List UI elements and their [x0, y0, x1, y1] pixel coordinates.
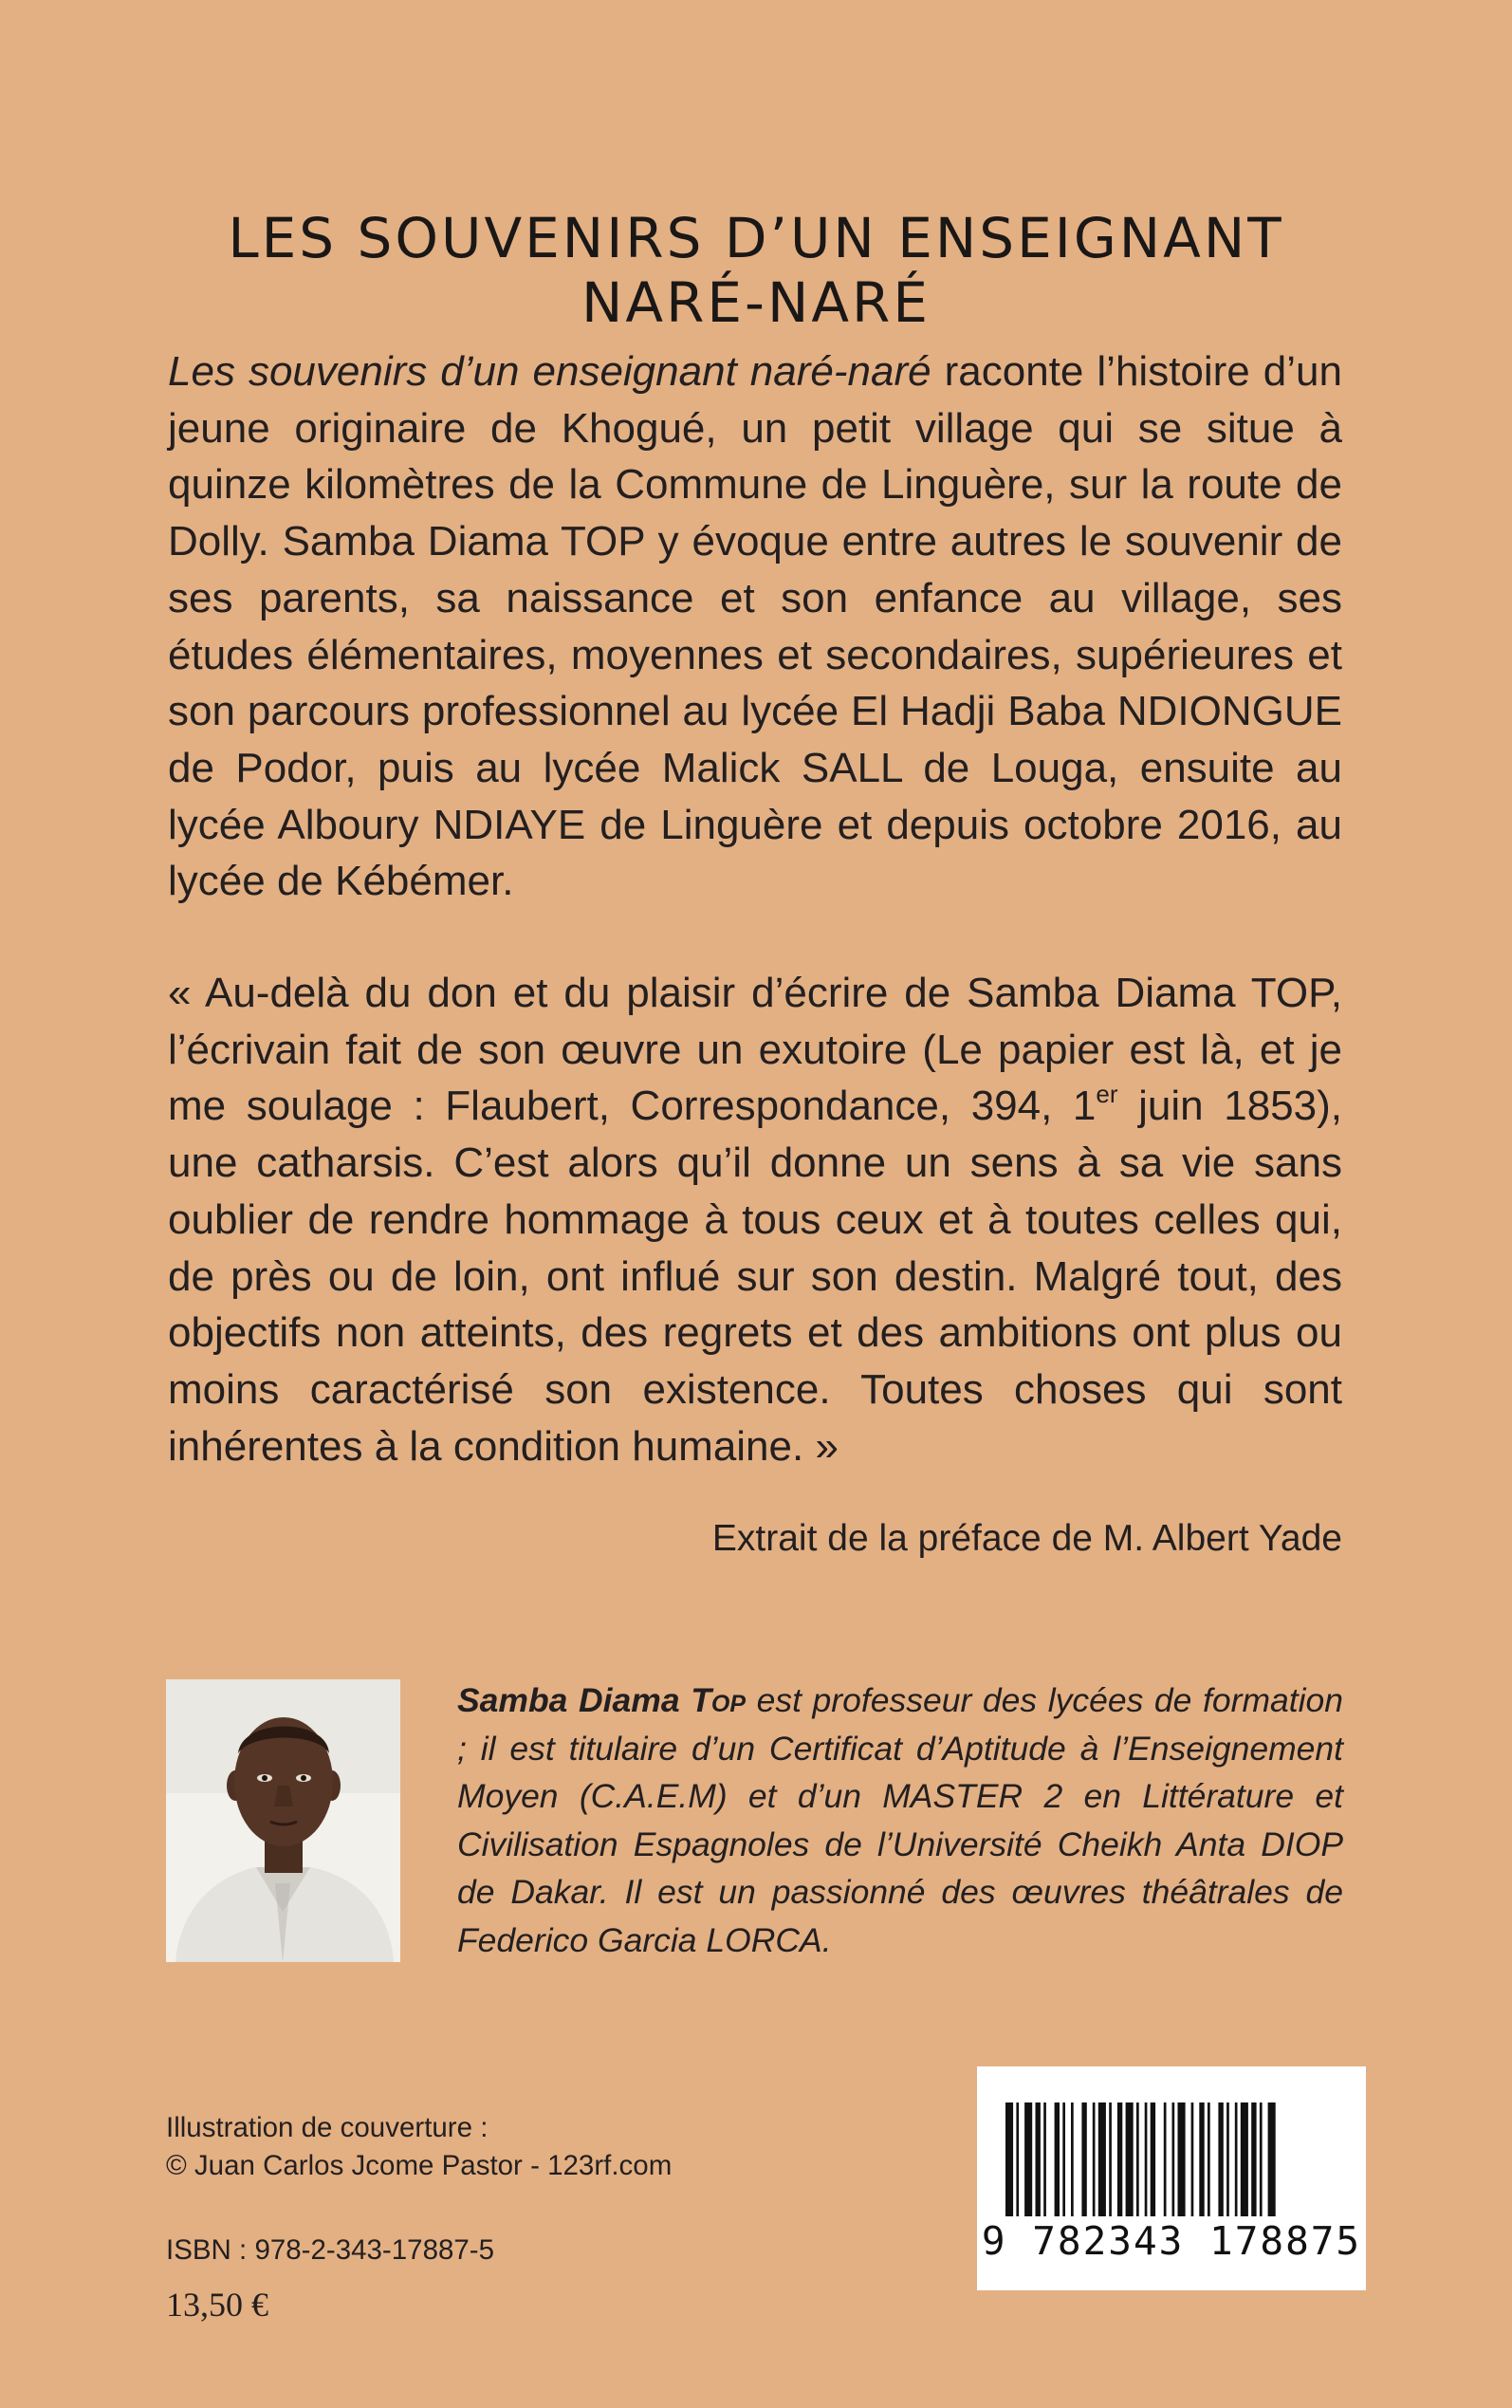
- summary-text: raconte l’histoire d’un jeune originaire de Khogué, un petit village qui se situe à quinze kilomètres de la Commune de Linguère, sur la route de Dolly. Samba Diama TOP y évoque entre autres le souvenir de ses parents, sa naissance et son enfance au village, ses études élémentaires, moyennes et secondaires, supérieures et son parcours professionnel au lycée El Hadji Baba NDIONGUE de Podor, puis au lycée Malick SALL de Louga, ensuite au lycée Alboury NDIAYE de Linguère et depuis octobre 2016, au lycée de Kébémer.: [168, 348, 1342, 905]
- barcode: [977, 2066, 1366, 2290]
- barcode-bar: [1043, 2102, 1046, 2216]
- barcode-bar: [1055, 2102, 1060, 2216]
- summary-book-title: Les souvenirs d’un enseignant naré-naré: [168, 348, 931, 395]
- barcode-bar: [1136, 2102, 1139, 2216]
- barcode-bar: [1093, 2102, 1096, 2216]
- barcode-bar: [1241, 2102, 1248, 2216]
- barcode-bar: [1117, 2102, 1122, 2216]
- barcode-bar: [1024, 2102, 1032, 2216]
- barcode-bar: [1126, 2102, 1134, 2216]
- barcode-bar: [1098, 2102, 1106, 2216]
- quote-superscript: er: [1096, 1080, 1118, 1109]
- barcode-bar: [1071, 2102, 1074, 2216]
- price: 13,50 €: [166, 2286, 268, 2324]
- barcode-bar: [1062, 2102, 1065, 2216]
- barcode-digits: 9 782343 178875: [981, 2218, 1362, 2264]
- barcode-bar: [1178, 2102, 1186, 2216]
- barcode-bar: [1151, 2102, 1155, 2216]
- author-bio-text: est professeur des lycées de formation ; il est titulaire d’un Certificat d’Aptitude à l’Enseignement Moyen (C.A.E.M) et d’un MASTER 2 en Littérature et Civilisation Espagnoles de l’Université Cheikh Anta DIOP de Dakar. Il est un passionné des œuvres théâtrales de Federico Garcia LORCA.: [457, 1681, 1343, 1959]
- barcode-bar: [1208, 2102, 1210, 2216]
- barcode-bar: [1145, 2102, 1148, 2216]
- barcode-bar: [1191, 2102, 1194, 2216]
- book-title: LES SOUVENIRS D’UN ENSEIGNANT NARÉ-NARÉ: [228, 205, 1284, 335]
- summary-paragraph: [168, 343, 1342, 910]
- cover-credits: [166, 2109, 672, 2185]
- author-bio: [457, 1676, 1343, 1964]
- isbn: ISBN : 978-2-343-17887-5: [166, 2234, 495, 2266]
- preface-quote: [168, 965, 1342, 1474]
- barcode-bar: [1268, 2102, 1276, 2216]
- barcode-bar: [1199, 2102, 1204, 2216]
- author-photo: [166, 1679, 400, 1962]
- barcode-bar: [1081, 2102, 1086, 2216]
- barcode-bar: [1218, 2102, 1223, 2216]
- barcode-bar: [1164, 2102, 1167, 2216]
- quote-attribution: Extrait de la préface de M. Albert Yade: [711, 1518, 1342, 1559]
- credits-label: Illustration de couverture :: [166, 2112, 489, 2143]
- barcode-bar: [1172, 2102, 1175, 2216]
- barcode-bar: [1260, 2102, 1263, 2216]
- quote-part-2: juin 1853), une catharsis. C’est alors qu’il donne un sens à sa vie sans oublier de rendre hommage à tous ceux et à toutes celles qui, de près ou de loin, ont influé sur son destin. Malgré tout, des objectifs non atteints, des regrets et des ambitions ont plus ou moins caractérisé son existence. Toutes choses qui sont inhérentes à la condition humaine. »: [168, 1083, 1342, 1470]
- barcode-bar: [1251, 2102, 1256, 2216]
- barcode-bar: [1109, 2102, 1112, 2216]
- barcode-bar: [1005, 2102, 1013, 2216]
- barcode-bar: [1036, 2102, 1041, 2216]
- barcode-bar: [1016, 2102, 1019, 2216]
- author-first-names: Samba Diama: [457, 1681, 680, 1719]
- quote-part-1: « Au-delà du don et du plaisir d’écrire de Samba Diama TOP, l’écrivain fait de son œuvre un exutoire (Le papier est là, et je me soulage : Flaubert, Correspondance, 394, 1: [168, 970, 1342, 1130]
- author-last-name: Top: [691, 1681, 746, 1719]
- credits-owner: © Juan Carlos Jcome Pastor - 123rf.com: [166, 2150, 673, 2181]
- barcode-bar: [1226, 2102, 1229, 2216]
- barcode-bar: [1235, 2102, 1238, 2216]
